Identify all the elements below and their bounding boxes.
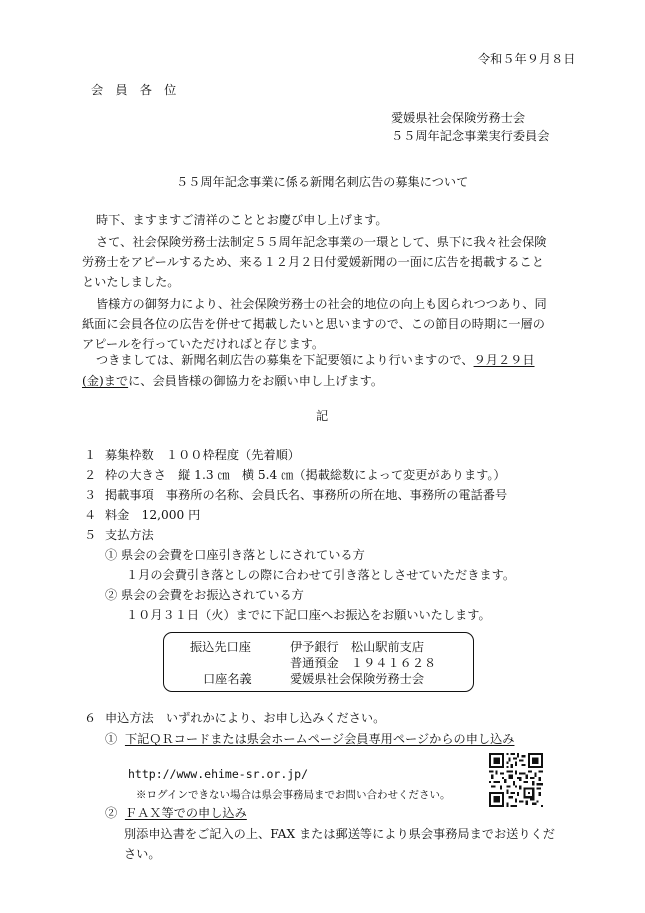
addressee: 会 員 各 位 bbox=[91, 83, 177, 97]
item-6-sub-2-mark: ② bbox=[105, 806, 118, 820]
paragraph-2-line-3: といたしました。 bbox=[82, 275, 180, 289]
sender-committee: ５５周年記念事業実行委員会 bbox=[391, 129, 550, 143]
item-6-sub-2-line-2: さい。 bbox=[124, 847, 161, 861]
item-6-sub-2 bbox=[105, 807, 247, 819]
deadline-date: ９月２９日 bbox=[473, 353, 535, 367]
sender-org: 愛媛県社会保険労務士会 bbox=[391, 111, 526, 125]
bank-name: 伊予銀行 松山駅前支店 bbox=[290, 640, 425, 654]
item-4-text: 料金 12,000 円 bbox=[105, 508, 201, 522]
item-6-sub-1-mark: ① bbox=[105, 732, 118, 746]
bank-account-number: 普通預金 １９４１６２８ bbox=[290, 656, 437, 670]
website-url[interactable]: http://www.ehime-sr.or.jp/ bbox=[128, 767, 309, 781]
paragraph-4-line-1 bbox=[96, 354, 535, 366]
item-2-number: ２ bbox=[84, 468, 97, 482]
paragraph-3-line-2: 紙面に会員各位の広告を併せて掲載したいと思いますので、この節目の時期に一層の bbox=[82, 317, 545, 331]
paragraph-2-line-1: さて、社会保険労務士法制定５５周年記念事業の一環として、県下に我々社会保険 bbox=[96, 235, 547, 249]
item-5-number: ５ bbox=[84, 528, 97, 542]
paragraph-4-text: つきましては、新聞名刺広告の募集を下記要領により行いますので、 bbox=[96, 353, 474, 367]
account-holder-label: 口座名義 bbox=[203, 672, 252, 686]
item-6-sub-1 bbox=[105, 733, 514, 745]
paragraph-3-line-3: アピールを行っていただければと存じます。 bbox=[82, 337, 325, 351]
account-holder: 愛媛県社会保険労務士会 bbox=[290, 672, 425, 686]
date: 令和５年９月８日 bbox=[478, 52, 576, 66]
item-6-sub-2-line-1: 別添申込書をご記入の上、FAX または郵送等により県会事務局までお送りくだ bbox=[124, 827, 555, 841]
item-3-number: ３ bbox=[84, 488, 97, 502]
paragraph-greeting: 時下、ますますご清祥のこととお慶び申し上げます。 bbox=[96, 213, 388, 227]
item-5-sub-1-detail: １月の会費引き落としの際に合わせて引き落としさせていただきます。 bbox=[126, 568, 516, 582]
item-1-number: １ bbox=[84, 448, 97, 462]
qr-code-icon[interactable] bbox=[489, 753, 543, 807]
item-6-number: ６ bbox=[84, 711, 97, 725]
login-note: ※ログインできない場合は県会事務局までお問い合わせください。 bbox=[136, 789, 451, 801]
ki-heading: 記 bbox=[316, 409, 329, 423]
item-6-sub-2-text: ＦＡＸ等での申し込み bbox=[124, 806, 247, 820]
item-2-text: 枠の大きさ 縦 1.3 ㎝ 横 5.4 ㎝（掲載総数によって変更があります。） bbox=[105, 468, 506, 482]
paragraph-4-tail: に、会員皆様の御協力をお願い申し上げます。 bbox=[128, 374, 384, 388]
document-title: ５５周年記念事業に係る新聞名刺広告の募集について bbox=[176, 175, 469, 189]
paragraph-3-line-1: 皆様方の御努力により、社会保険労務士の社会的地位の向上も図られつつあり、同 bbox=[96, 297, 547, 311]
deadline-weekday: (金)まで bbox=[82, 374, 129, 388]
item-1-text: 募集枠数 １００枠程度（先着順） bbox=[105, 448, 300, 462]
item-4-number: ４ bbox=[84, 508, 97, 522]
paragraph-2-line-2: 労務士をアピールするため、来る１２月２日付愛媛新聞の一面に広告を掲載すること bbox=[82, 255, 544, 269]
item-6-sub-1-text: 下記ＱＲコードまたは県会ホームページ会員専用ページからの申し込み bbox=[124, 732, 515, 746]
item-5-sub-1: ① 県会の会費を口座引き落としにされている方 bbox=[105, 548, 365, 562]
paragraph-4-line-2 bbox=[82, 375, 383, 387]
bank-account-label: 振込先口座 bbox=[190, 640, 251, 654]
item-5-sub-2-detail: １０月３１日（火）までに下記口座へお振込をお願いいたします。 bbox=[126, 608, 491, 622]
item-3-text: 掲載事項 事務所の名称、会員氏名、事務所の所在地、事務所の電話番号 bbox=[105, 488, 508, 502]
item-5-text: 支払方法 bbox=[105, 528, 154, 542]
item-6-text: 申込方法 いずれかにより、お申し込みください。 bbox=[105, 711, 386, 725]
item-5-sub-2: ② 県会の会費をお振込されている方 bbox=[105, 588, 304, 602]
